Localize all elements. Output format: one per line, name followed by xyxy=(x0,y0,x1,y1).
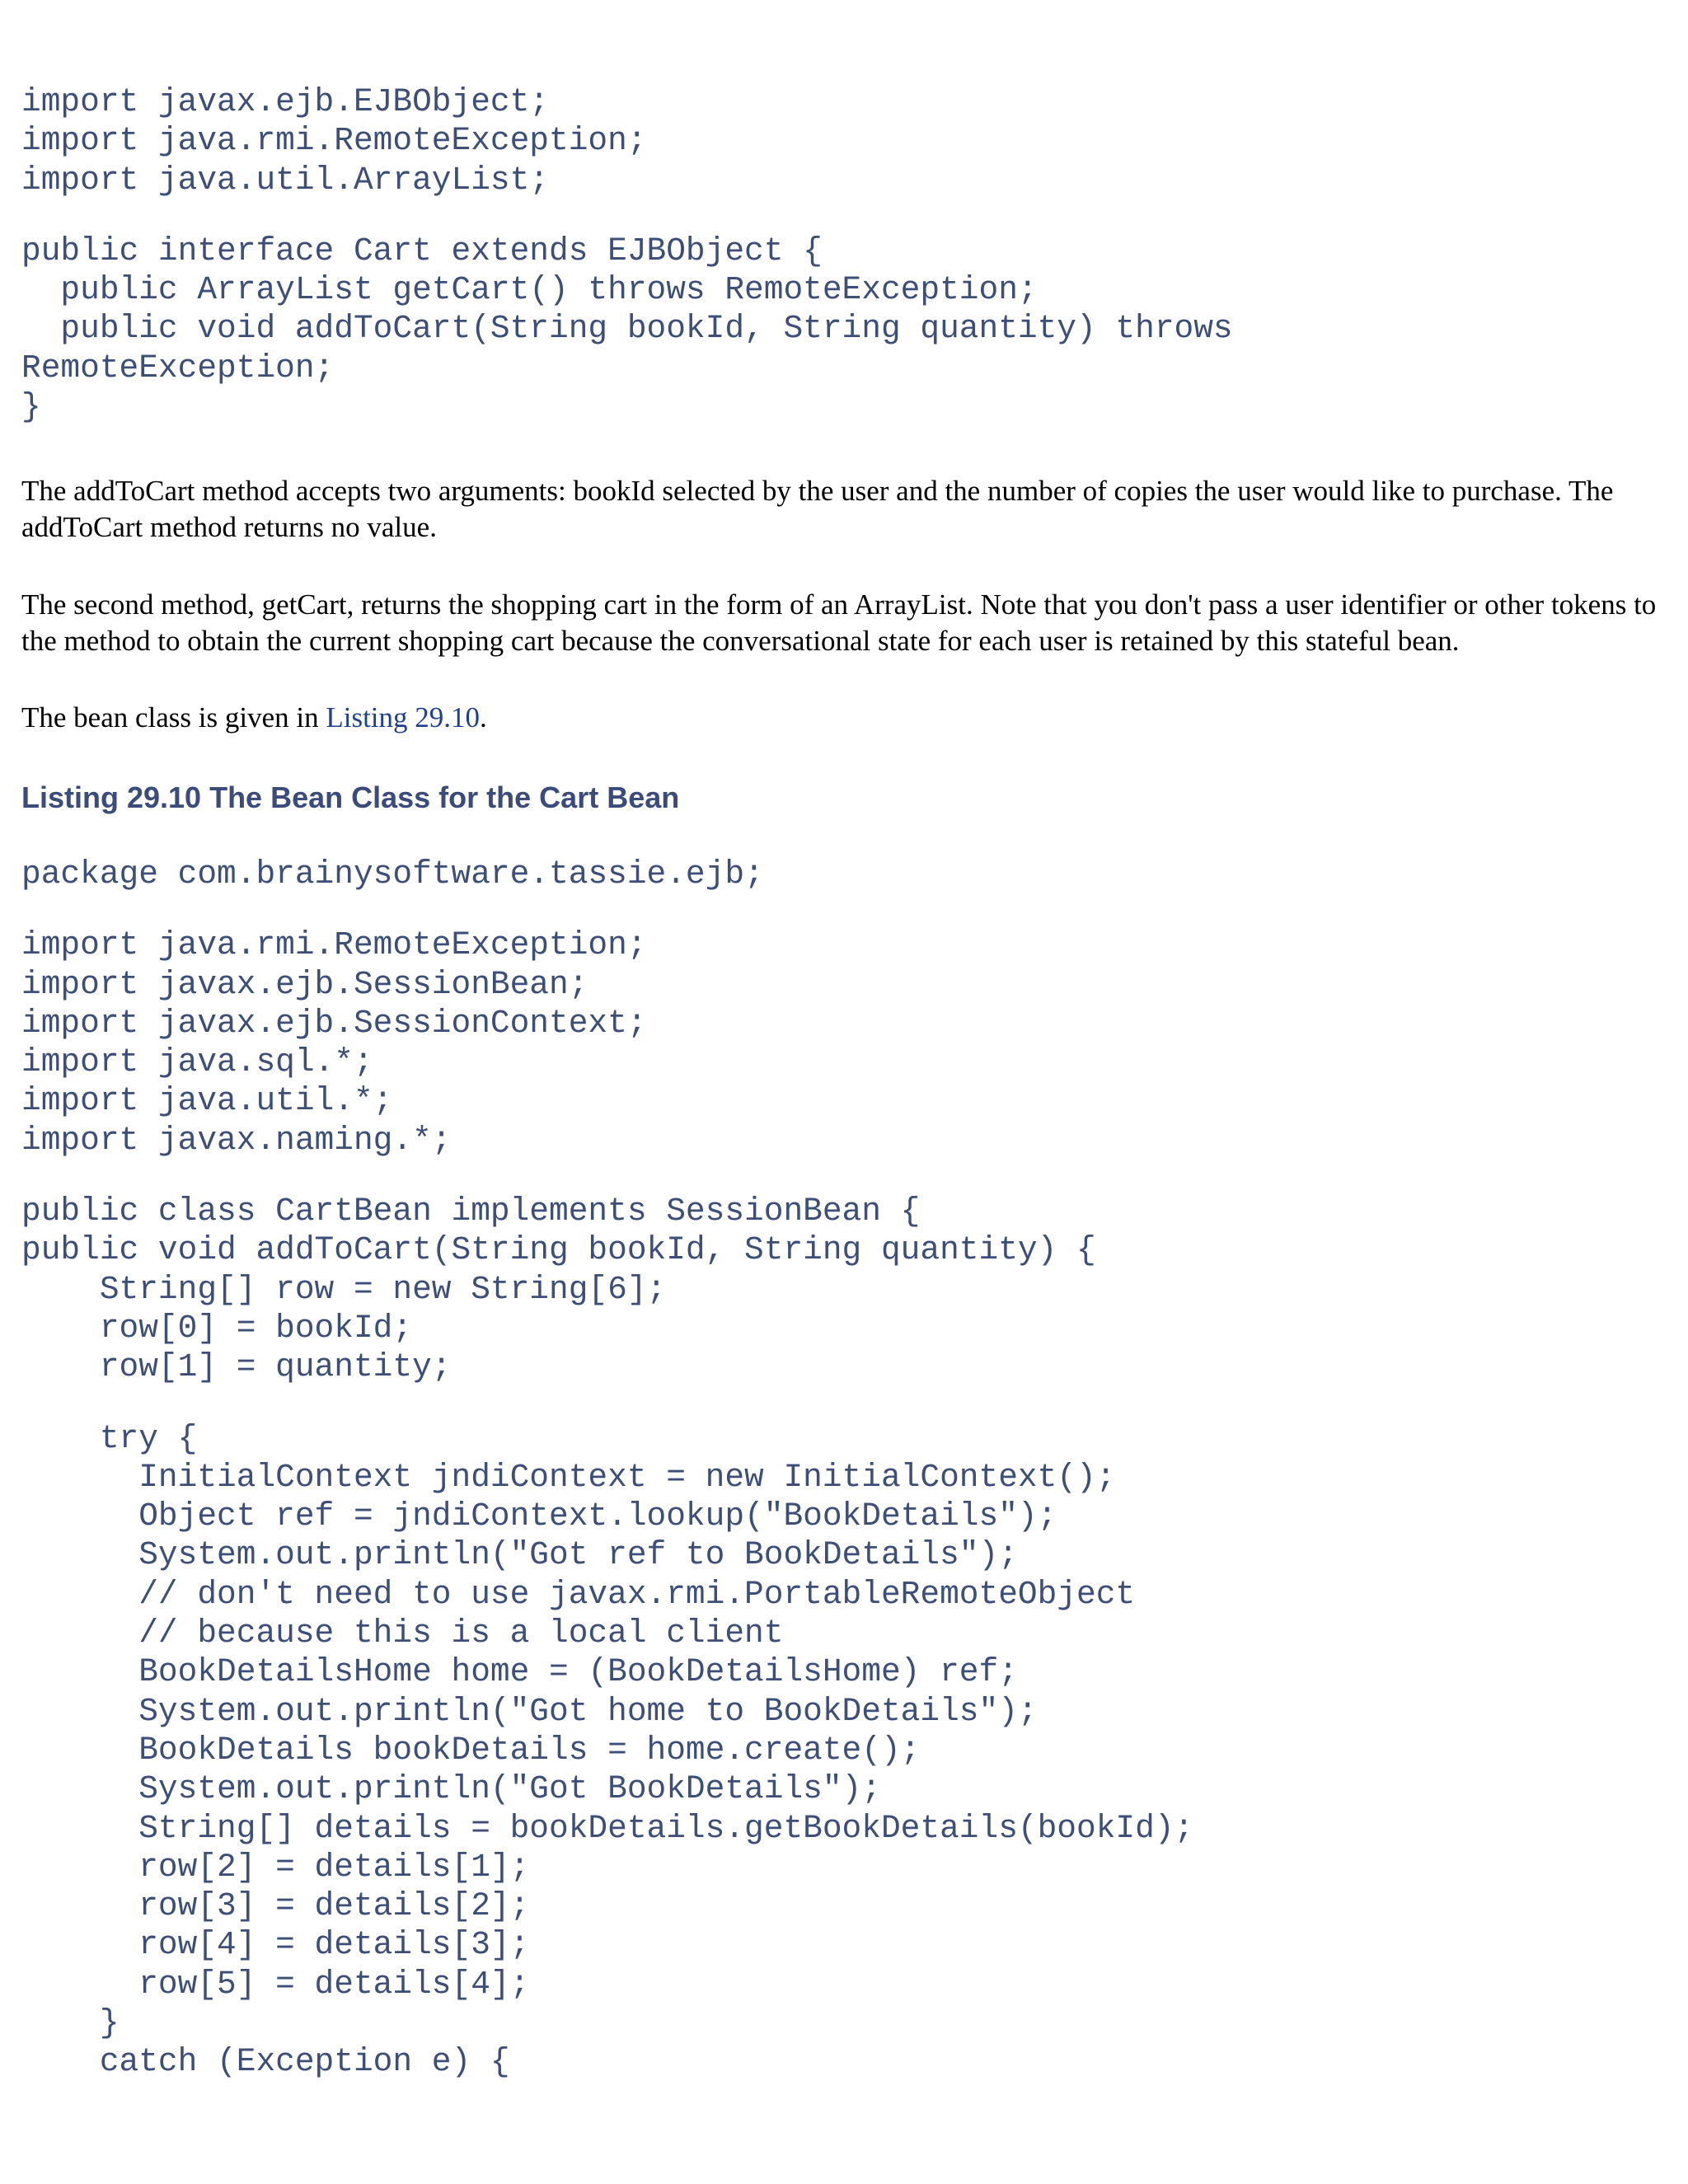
code-line: BookDetailsHome home = (BookDetailsHome) ref; xyxy=(21,1653,1018,1691)
code-line: import java.util.*; xyxy=(21,1082,393,1120)
code-line: RemoteException; xyxy=(21,349,335,387)
code-line: } xyxy=(21,388,41,426)
code-line: package com.brainysoftware.tassie.ejb; xyxy=(21,855,764,893)
paragraph-text-end: . xyxy=(480,701,487,733)
code-line: System.out.println("Got home to BookDetails"); xyxy=(21,1692,1038,1730)
paragraph-getcart: The second method, getCart, returns the shopping cart in the form of an ArrayList. Note that you don't pass a user identifier or other tokens to the method to obtain the current shopping cart because the conversational state for each user is retained by this stateful bean. xyxy=(21,588,1657,657)
paragraph-bean-class xyxy=(21,700,487,736)
paragraph-addtocart: The addToCart method accepts two arguments: bookId selected by the user and the number of copies the user would like to purchase. The addToCart method returns no value. xyxy=(21,475,1614,543)
code-line: public interface Cart extends EJBObject { xyxy=(21,232,823,269)
code-line xyxy=(21,1387,1193,1419)
code-line: row[0] = bookId; xyxy=(21,1309,413,1347)
paragraph-text: The bean class is given in xyxy=(21,701,326,733)
code-line: public void addToCart(String bookId, String quantity) { xyxy=(21,1231,1096,1269)
code-line: public ArrayList getCart() throws RemoteException; xyxy=(21,271,1038,309)
code-line: row[4] = details[3]; xyxy=(21,1926,530,1964)
code-line: row[5] = details[4]; xyxy=(21,1965,530,2003)
code-line: row[1] = quantity; xyxy=(21,1348,452,1386)
code-block-cart-interface xyxy=(21,82,1233,426)
code-line: import javax.ejb.EJBObject; xyxy=(21,83,550,120)
code-line: row[3] = details[2]; xyxy=(21,1887,530,1925)
code-line xyxy=(21,199,1233,232)
code-line: public void addToCart(String bookId, String quantity) throws xyxy=(21,310,1233,348)
code-line: String[] details = bookDetails.getBookDetails(bookId); xyxy=(21,1809,1194,1847)
code-line: import java.sql.*; xyxy=(21,1043,373,1081)
code-line: String[] row = new String[6]; xyxy=(21,1270,667,1308)
code-line xyxy=(21,893,1193,926)
code-line: public class CartBean implements SessionBean { xyxy=(21,1193,921,1230)
code-line: System.out.println("Got BookDetails"); xyxy=(21,1770,881,1808)
code-line: row[2] = details[1]; xyxy=(21,1848,530,1886)
code-line: } xyxy=(21,2004,120,2042)
code-line xyxy=(21,1160,1193,1192)
code-line: import java.rmi.RemoteException; xyxy=(21,122,647,160)
code-line: import javax.ejb.SessionContext; xyxy=(21,1004,647,1042)
code-line: Object ref = jndiContext.lookup("BookDetails"); xyxy=(21,1497,1057,1535)
code-line: BookDetails bookDetails = home.create(); xyxy=(21,1731,921,1769)
code-line: // don't need to use javax.rmi.PortableRemoteObject xyxy=(21,1575,1136,1613)
code-line: InitialContext jndiContext = new InitialContext(); xyxy=(21,1458,1116,1496)
code-line: System.out.println("Got ref to BookDetails"); xyxy=(21,1536,1018,1574)
code-line: // because this is a local client xyxy=(21,1615,784,1652)
listing-link[interactable]: Listing 29.10 xyxy=(326,701,481,733)
code-line: try { xyxy=(21,1419,198,1457)
code-line: import javax.ejb.SessionBean; xyxy=(21,965,588,1003)
code-line: import javax.naming.*; xyxy=(21,1121,452,1159)
code-line: import java.util.ArrayList; xyxy=(21,161,550,199)
code-block-cart-bean xyxy=(21,855,1193,2082)
code-line: catch (Exception e) { xyxy=(21,2043,510,2081)
listing-title: Listing 29.10 The Bean Class for the Cart Bean xyxy=(21,780,680,814)
code-line: import java.rmi.RemoteException; xyxy=(21,926,647,964)
